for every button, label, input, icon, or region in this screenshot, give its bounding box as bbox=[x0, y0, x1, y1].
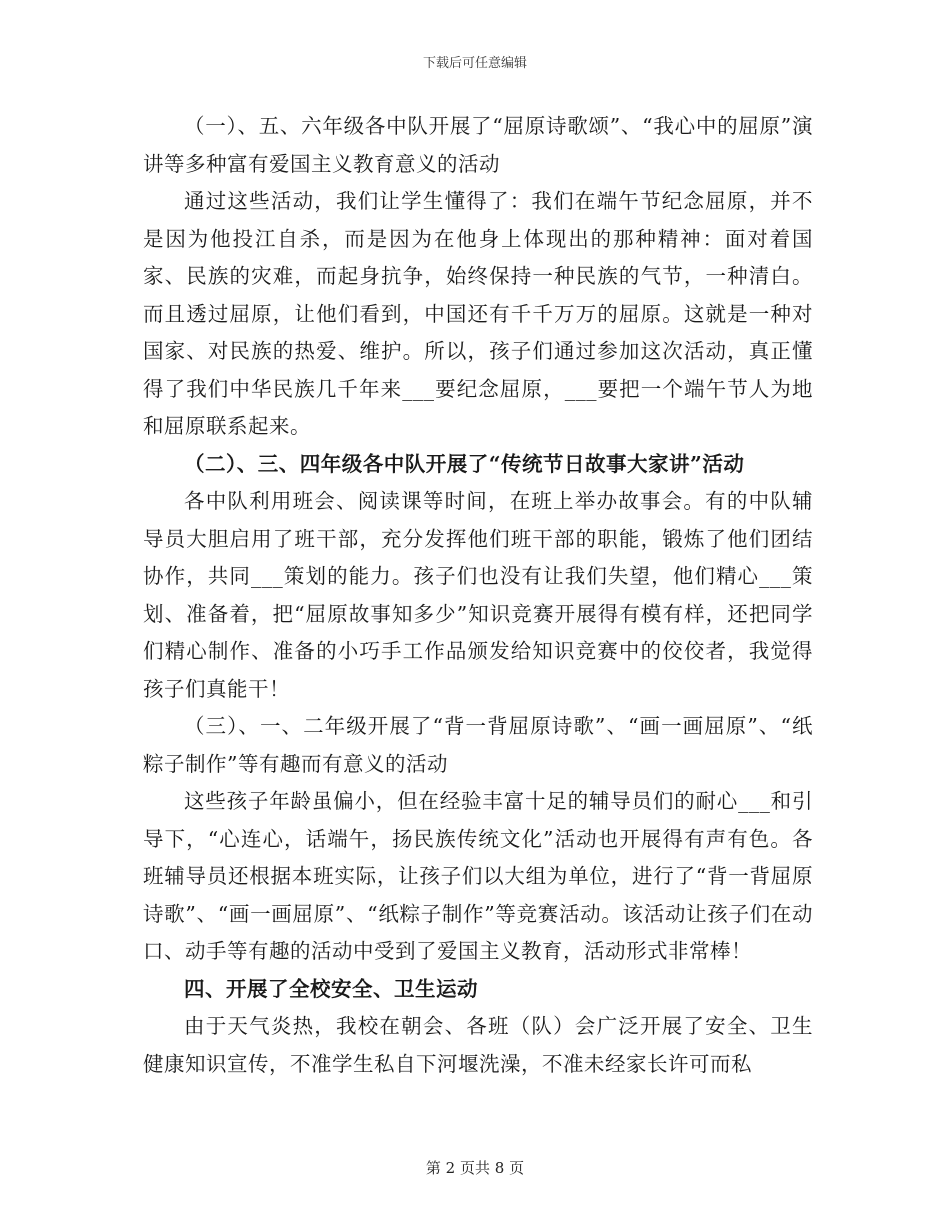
document-body bbox=[143, 108, 813, 1083]
paragraph-young-children: 这些孩子年龄虽偏小，但在经验丰富十足的辅导员们的耐心___和引导下，“心连心，话端午，扬民族传统文化”活动也开展得有声有色。各班辅导员还根据本班实际，让孩子们以大组为单位，进行了“背一背屈原诗歌”、“画一画屈原”、“纸粽子制作”等竞赛活动。该活动让孩子们在动口、动手等有趣的活动中受到了爱国主义教育，活动形式非常棒！ bbox=[143, 789, 813, 963]
paragraph-safety-publicity: 由于天气炎热，我校在朝会、各班（队）会广泛开展了安全、卫生健康知识宣传，不准学生私自下河堰洗澡，不准未经家长许可而私 bbox=[143, 1014, 813, 1076]
paragraph-activity-grade1-2: （三）、一、二年级开展了“背一背屈原诗歌”、“画一画屈原”、“纸粽子制作”等有趣而有意义的活动 bbox=[143, 714, 813, 776]
heading-safety-hygiene: 四、开展了全校安全、卫生运动 bbox=[184, 976, 478, 1001]
page-header: 下载后可任意编辑 bbox=[422, 56, 527, 71]
heading-activity-grade3-4: （二）、三、四年级各中队开展了“传统节日故事大家讲”活动 bbox=[184, 451, 745, 476]
page-footer: 第 2 页共 8 页 bbox=[425, 1159, 525, 1177]
paragraph-activity-grade5-6: （一）、五、六年级各中队开展了“屈原诗歌颂”、“我心中的屈原”演讲等多种富有爱国主义教育意义的活动 bbox=[143, 114, 813, 176]
paragraph-activity-outcome: 通过这些活动，我们让学生懂得了：我们在端午节纪念屈原，并不是因为他投江自杀，而是因为在他身上体现出的那种精神：面对着国家、民族的灾难，而起身抗争，始终保持一种民族的气节，一种清白。而且透过屈原，让他们看到，中国还有千千万万的屈原。这就是一种对国家、对民族的热爱、维护。所以，孩子们通过参加这次活动，真正懂得了我们中华民族几千年来___要纪念屈原，___要把一个端午节人为地和屈原联系起来。 bbox=[143, 189, 813, 438]
paragraph-story-meeting: 各中队利用班会、阅读课等时间，在班上举办故事会。有的中队辅导员大胆启用了班干部，充分发挥他们班干部的职能，锻炼了他们团结协作，共同___策划的能力。孩子们也没有让我们失望，他们精心___策划、准备着，把“屈原故事知多少”知识竞赛开展得有模有样，还把同学们精心制作、准备的小巧手工作品颁发给知识竞赛中的佼佼者，我觉得孩子们真能干！ bbox=[143, 489, 813, 701]
